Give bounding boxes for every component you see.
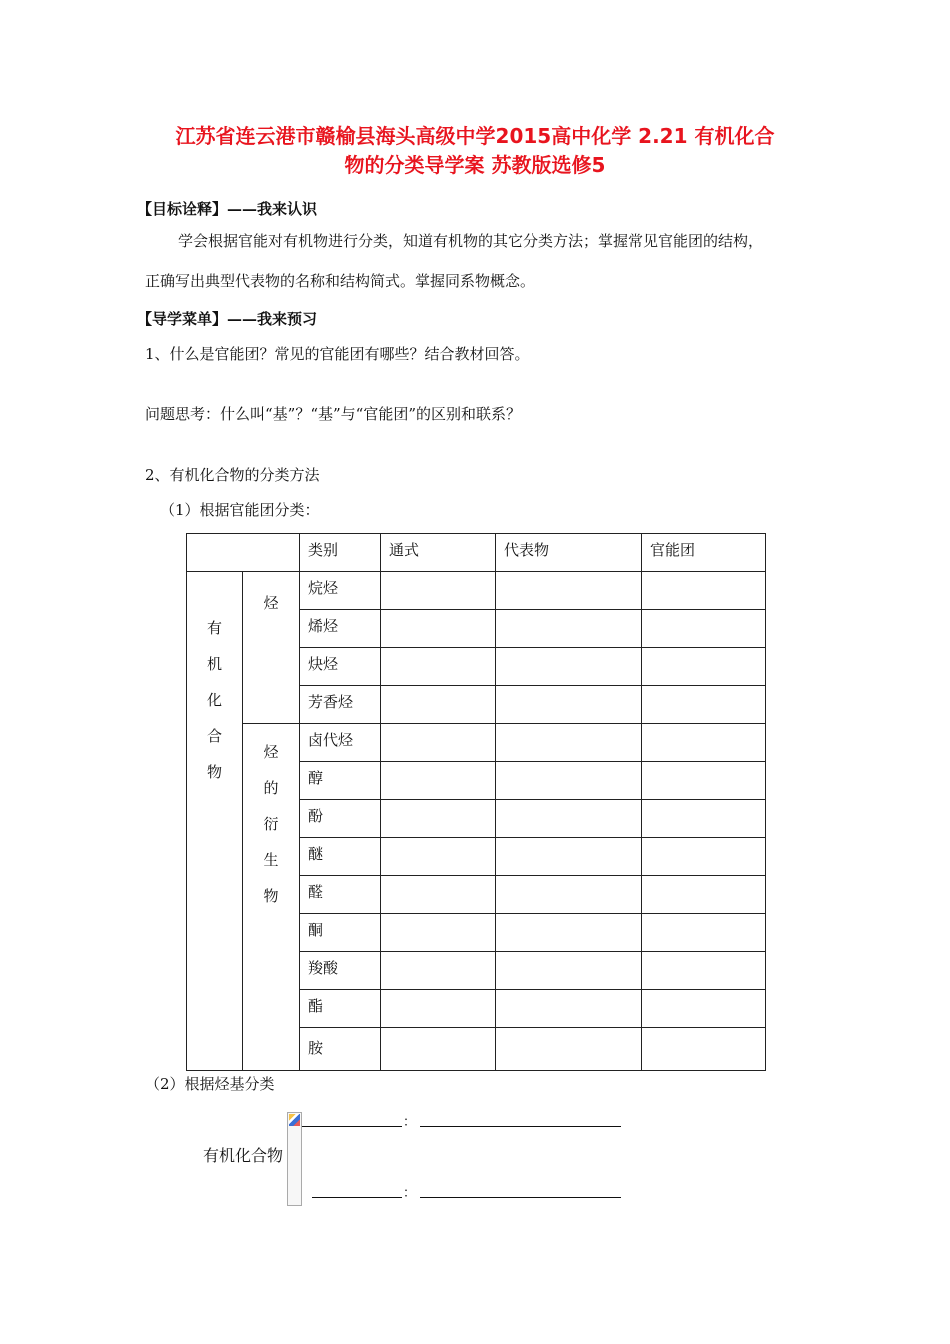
- category-cell: 酮: [300, 914, 381, 952]
- document-title: [120, 122, 830, 180]
- category-cell: 酯: [300, 990, 381, 1028]
- category-cell: 芳香烃: [300, 686, 381, 724]
- colon-2: ：: [403, 1186, 417, 1201]
- menu-heading: 【导学菜单】——我来预习: [137, 310, 318, 328]
- table-row: [187, 572, 766, 610]
- representative-cell[interactable]: [496, 572, 642, 610]
- functional-group-cell[interactable]: [642, 800, 766, 838]
- header-category: 类别: [300, 534, 381, 572]
- formula-cell[interactable]: [381, 724, 496, 762]
- derivative-label: 烃 的 衍 生 物: [243, 724, 300, 1071]
- category-cell: 羧酸: [300, 952, 381, 990]
- representative-cell[interactable]: [496, 952, 642, 990]
- subsection-2: （2）根据烃基分类: [145, 1075, 275, 1093]
- blank-line-1b[interactable]: [420, 1126, 621, 1127]
- category-cell: 烷烃: [300, 572, 381, 610]
- question-1: 1、什么是官能团？常见的官能团有哪些？结合教材回答。: [145, 345, 530, 363]
- representative-cell[interactable]: [496, 1028, 642, 1071]
- category-cell: 醇: [300, 762, 381, 800]
- representative-cell[interactable]: [496, 686, 642, 724]
- category-cell: 炔烃: [300, 648, 381, 686]
- representative-cell[interactable]: [496, 838, 642, 876]
- title-line-2: 物的分类导学案 苏教版选修5: [344, 153, 606, 177]
- representative-cell[interactable]: [496, 990, 642, 1028]
- formula-cell[interactable]: [381, 914, 496, 952]
- formula-cell[interactable]: [381, 648, 496, 686]
- broken-image-icon: [289, 1114, 300, 1126]
- subsection-1: （1）根据官能团分类：: [160, 501, 320, 519]
- formula-cell[interactable]: [381, 762, 496, 800]
- formula-cell[interactable]: [381, 990, 496, 1028]
- representative-cell[interactable]: [496, 610, 642, 648]
- functional-group-cell[interactable]: [642, 914, 766, 952]
- header-functional-group: 官能团: [642, 534, 766, 572]
- representative-cell[interactable]: [496, 648, 642, 686]
- representative-cell[interactable]: [496, 914, 642, 952]
- functional-group-cell[interactable]: [642, 572, 766, 610]
- functional-group-cell[interactable]: [642, 686, 766, 724]
- goal-text-line-1: 学会根据官能对有机物进行分类，知道有机物的其它分类方法；掌握常见官能团的结构，: [178, 232, 764, 250]
- category-cell: 醛: [300, 876, 381, 914]
- header-formula: 通式: [381, 534, 496, 572]
- table-header-row: [187, 534, 766, 572]
- formula-cell[interactable]: [381, 838, 496, 876]
- representative-cell[interactable]: [496, 724, 642, 762]
- think-question: 问题思考：什么叫“基”？“基”与“官能团”的区别和联系？: [145, 405, 522, 423]
- functional-group-cell[interactable]: [642, 648, 766, 686]
- colon-1: ：: [403, 1115, 417, 1130]
- title-line-1: 江苏省连云港市赣榆县海头高级中学2015高中化学 2.21 有机化合: [175, 124, 775, 148]
- representative-cell[interactable]: [496, 876, 642, 914]
- formula-cell[interactable]: [381, 686, 496, 724]
- category-cell: 胺: [300, 1028, 381, 1071]
- category-cell: 卤代烃: [300, 724, 381, 762]
- functional-group-cell[interactable]: [642, 876, 766, 914]
- hydrocarbon-label: 烃: [243, 572, 300, 724]
- category-cell: 酚: [300, 800, 381, 838]
- classification-table: [186, 533, 766, 1071]
- formula-cell[interactable]: [381, 800, 496, 838]
- brace-image: [287, 1112, 302, 1206]
- organic-compound-root: 有机化合物: [203, 1146, 284, 1165]
- formula-cell[interactable]: [381, 876, 496, 914]
- table-row: [187, 724, 766, 762]
- functional-group-cell[interactable]: [642, 762, 766, 800]
- formula-cell[interactable]: [381, 572, 496, 610]
- category-cell: 醚: [300, 838, 381, 876]
- blank-line-2b[interactable]: [420, 1197, 621, 1198]
- organic-compound-label: 有 机 化 合 物: [187, 572, 243, 1071]
- blank-line-2a[interactable]: [312, 1197, 402, 1198]
- formula-cell[interactable]: [381, 952, 496, 990]
- functional-group-cell[interactable]: [642, 610, 766, 648]
- formula-cell[interactable]: [381, 1028, 496, 1071]
- functional-group-cell[interactable]: [642, 990, 766, 1028]
- goal-heading: 【目标诠释】——我来认识: [137, 200, 318, 218]
- functional-group-cell[interactable]: [642, 724, 766, 762]
- goal-text-line-2: 正确写出典型代表物的名称和结构简式。掌握同系物概念。: [145, 272, 536, 290]
- representative-cell[interactable]: [496, 762, 642, 800]
- functional-group-cell[interactable]: [642, 838, 766, 876]
- formula-cell[interactable]: [381, 610, 496, 648]
- header-corner-cell: [187, 534, 300, 572]
- functional-group-cell[interactable]: [642, 1028, 766, 1071]
- category-cell: 烯烃: [300, 610, 381, 648]
- representative-cell[interactable]: [496, 800, 642, 838]
- question-2: 2、有机化合物的分类方法: [145, 466, 320, 484]
- blank-line-1a[interactable]: [302, 1126, 402, 1127]
- header-representative: 代表物: [496, 534, 642, 572]
- functional-group-cell[interactable]: [642, 952, 766, 990]
